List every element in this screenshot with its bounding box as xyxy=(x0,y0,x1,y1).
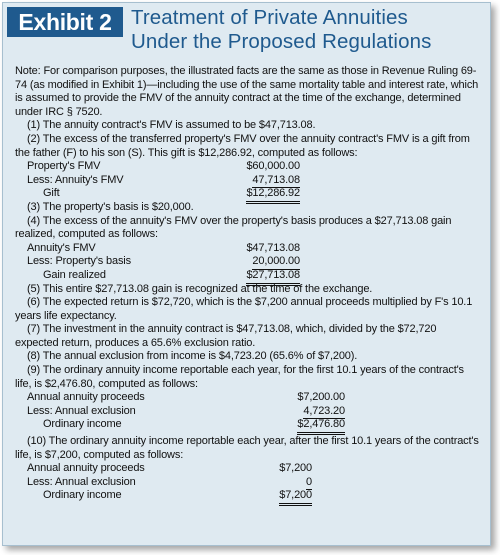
exhibit-body xyxy=(15,65,480,503)
item-6: (6) The expected return is $72,720, which is the $7,200 annual proceeds multiplied by F's 10.1 years life expectancy. xyxy=(15,296,473,322)
calc-label: Property's FMV xyxy=(27,160,101,173)
calc-label: Annual annuity proceeds xyxy=(27,462,145,475)
calc-amount: 20,000.00 xyxy=(252,255,300,270)
calc-row xyxy=(15,489,480,503)
calc-row xyxy=(15,160,480,174)
calc-row xyxy=(15,405,480,419)
calc-row xyxy=(15,174,480,188)
item-9: (9) The ordinary annuity income reportable each year, for the first 10.1 years of the contract's life, is $2,476.80, computed as follows: xyxy=(15,364,464,390)
calc-row xyxy=(15,418,480,432)
item-2: (2) The excess of the transferred property's FMV over the annuity contract's FMV is a gift from the father (F) to his son (S). This gift is $12,286.92, computed as follows: xyxy=(15,132,470,159)
calc-label: Less: Annual exclusion xyxy=(27,475,136,488)
item-1: (1) The annuity contract's FMV is assumed to be $47,713.08. xyxy=(27,119,316,132)
gain-calculation xyxy=(15,242,480,283)
calc-row xyxy=(15,462,480,476)
item-5: (5) This entire $27,713.08 gain is recognized at the time of the exchange. xyxy=(27,282,373,295)
item-8: (8) The annual exclusion from income is $4,723.20 (65.6% of $7,200). xyxy=(27,350,358,363)
calc-row xyxy=(15,476,480,490)
calc-amount: $2,476.80 xyxy=(297,418,345,435)
gift-calculation xyxy=(15,160,480,201)
calc-label: Annuity's FMV xyxy=(27,241,96,254)
exhibit-panel xyxy=(2,2,491,546)
calc-amount: 47,713.08 xyxy=(252,174,300,189)
calc-label: Gift xyxy=(43,187,60,200)
calc-row xyxy=(15,269,480,283)
calc-amount: $7,200 xyxy=(279,489,312,506)
calc-amount: $27,713.08 xyxy=(246,269,300,286)
note-paragraph: Note: For comparison purposes, the illustrated facts are the same as those in Revenue Ruling 69-74 (as modified in Exhibit 1)—including the use of the same mortality table and interest rate, which is assumed to provide the FMV of the annuity contract at the time of the exchange, determined under IRC § 7520. xyxy=(15,65,479,118)
title-line-1: Treatment of Private Annuities xyxy=(131,6,408,29)
income-calculation-2 xyxy=(15,462,480,503)
calc-amount: $7,200.00 xyxy=(297,391,345,404)
calc-amount: $7,200 xyxy=(279,462,312,475)
calc-row xyxy=(15,391,480,405)
exhibit-label: Exhibit 2 xyxy=(7,7,123,37)
income-calculation-1 xyxy=(15,391,480,432)
calc-amount: $60,000.00 xyxy=(246,160,300,173)
calc-amount: 4,723.20 xyxy=(303,405,345,420)
calc-row xyxy=(15,187,480,201)
item-7: (7) The investment in the annuity contract is $47,713.08, which, divided by the $72,720 expected return, produces a 65.6% exclusion ratio. xyxy=(15,323,437,349)
calc-amount: 0 xyxy=(306,476,312,491)
calc-amount: $12,286.92 xyxy=(246,187,300,204)
title-line-2: Under the Proposed Regulations xyxy=(131,30,432,53)
calc-row xyxy=(15,255,480,269)
calc-label: Less: Annual exclusion xyxy=(27,404,136,417)
exhibit-header xyxy=(3,3,490,63)
calc-label: Less: Property's basis xyxy=(27,255,131,268)
exhibit-title xyxy=(131,6,486,54)
calc-amount: $47,713.08 xyxy=(246,241,300,254)
item-3: (3) The property's basis is $20,000. xyxy=(27,200,194,213)
calc-label: Ordinary income xyxy=(43,418,122,431)
calc-label: Annual annuity proceeds xyxy=(27,391,145,404)
calc-label: Less: Annuity's FMV xyxy=(27,173,124,186)
item-10: (10) The ordinary annuity income reportable each year, after the first 10.1 years of the contract's life, is $7,200, computed as follows: xyxy=(15,435,479,461)
calc-label: Ordinary income xyxy=(43,489,122,502)
item-4: (4) The excess of the annuity's FMV over the property's basis produces a $27,713.08 gain realized, computed as follows: xyxy=(15,214,452,241)
calc-label: Gain realized xyxy=(43,268,106,281)
calc-row xyxy=(15,242,480,256)
